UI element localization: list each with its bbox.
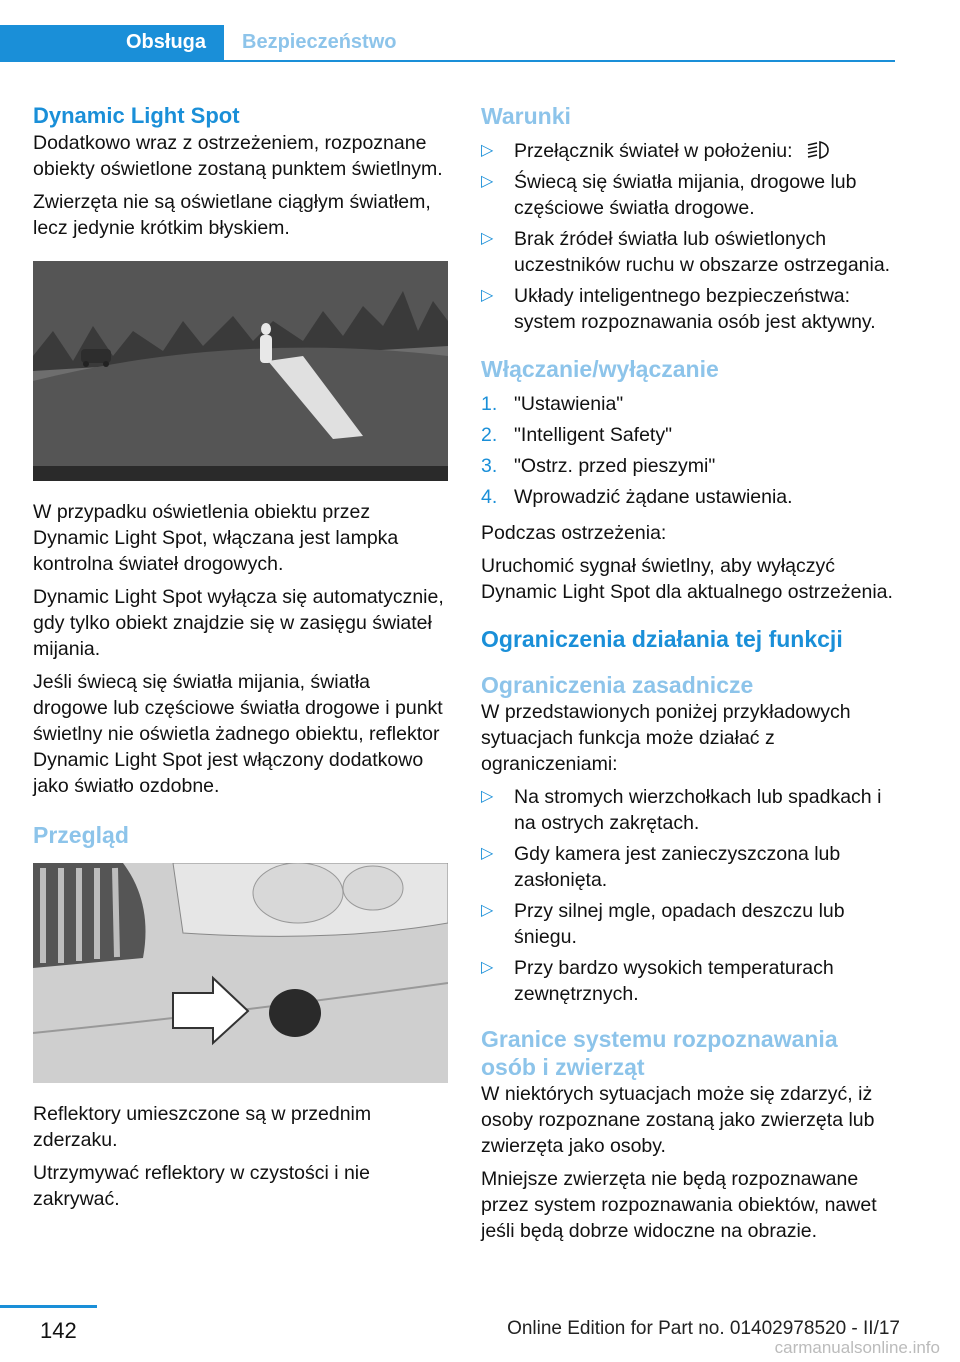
triangle-bullet-icon: ▷ xyxy=(481,788,494,805)
triangle-bullet-icon: ▷ xyxy=(481,230,494,247)
list-item: ▷ Brak źródeł światła lub oświetlonych uczestników ruchu w obszarze ostrzegania. xyxy=(481,228,891,276)
section-title-przeglad: Przegląd xyxy=(33,822,129,848)
section-title-ograniczenia-zasadnicze: Ograniczenia zasadnicze xyxy=(481,672,754,698)
triangle-bullet-icon: ▷ xyxy=(481,173,494,190)
bumper-image xyxy=(33,863,448,1083)
paragraph: Dodatkowo wraz z ostrzeżeniem, rozpoznane obiekty oświetlone zostaną punktem świetlnym. xyxy=(33,132,443,180)
limits-list xyxy=(481,784,896,1007)
tab-obsluga[interactable]: Obsługa xyxy=(0,25,224,60)
list-item: ▷ Gdy kamera jest zanieczyszczona lub zasłonięta. xyxy=(481,843,841,891)
header-tabbar xyxy=(0,25,895,62)
list-item: 2. "Intelligent Safety" xyxy=(481,424,673,446)
triangle-bullet-icon: ▷ xyxy=(481,902,494,919)
night-road-illustration xyxy=(33,261,448,481)
list-item: 1. "Ustawienia" xyxy=(481,393,624,415)
conditions-list xyxy=(481,138,896,335)
tab-bezpieczenstwo[interactable]: Bezpieczeństwo xyxy=(242,31,397,53)
list-item: ▷ Przełącznik świateł w położeniu: xyxy=(481,138,896,164)
paragraph: Reflektory umieszczone są w przednim zderzaku. xyxy=(33,1103,372,1151)
section-title-warunki: Warunki xyxy=(481,103,571,129)
paragraph: W niektórych sytuacjach może się zdarzyć, iż osoby rozpoznane zostaną jako zwierzęta lub zwierzęta jako osoby. xyxy=(481,1083,875,1157)
footer-accent-line xyxy=(0,1305,97,1308)
list-item: 3. "Ostrz. przed pieszymi" xyxy=(481,455,716,477)
triangle-bullet-icon: ▷ xyxy=(481,287,494,304)
paragraph: Zwierzęta nie są oświetlane ciągłym światłem, lecz jedynie krótkim błyskiem. xyxy=(33,191,431,239)
paragraph: Jeśli świecą się światła mijania, światła drogowe lub częściowe światła drogowe i punkt świetlny nie oświetla żadnego obiektu, reflektor Dynamic Light Spot jest włączony dodatkowo jako światło ozdobne. xyxy=(33,671,443,797)
paragraph: Mniejsze zwierzęta nie będą rozpoznawane przez system rozpoznawania obiektów, nawet jeśli będą dobrze widoczne na obrazie. xyxy=(481,1168,877,1242)
section-title-wlaczanie: Włączanie/wyłączanie xyxy=(481,356,719,382)
section-title-granice: Granice systemu rozpoznawania osób i zwierząt xyxy=(481,1026,838,1080)
steps-list xyxy=(481,391,896,510)
left-column xyxy=(33,102,448,1219)
paragraph: Dynamic Light Spot wyłącza się automatycznie, gdy tylko obiekt znajdzie się w zasięgu świateł mijania. xyxy=(33,586,444,660)
section-title-dynamic-light-spot: Dynamic Light Spot xyxy=(33,103,240,128)
triangle-bullet-icon: ▷ xyxy=(481,142,494,159)
list-item: 4. Wprowadzić żądane ustawienia. xyxy=(481,486,793,508)
bumper-illustration xyxy=(33,863,448,1083)
headlight-switch-icon xyxy=(806,140,830,160)
list-item: ▷ Układy inteligentnego bezpieczeństwa: system rozpoznawania osób jest aktywny. xyxy=(481,285,876,333)
edition-label: Online Edition for Part no. 01402978520 - II/17 xyxy=(507,1318,900,1339)
page-number: 142 xyxy=(40,1318,77,1343)
paragraph: Utrzymywać reflektory w czystości i nie zakrywać. xyxy=(33,1162,370,1210)
list-item: ▷ Świecą się światła mijania, drogowe lub częściowe światła drogowe. xyxy=(481,171,857,219)
watermark: carmanualsonline.info xyxy=(774,1338,940,1357)
triangle-bullet-icon: ▷ xyxy=(481,959,494,976)
night-road-image xyxy=(33,261,448,481)
paragraph: Uruchomić sygnał świetlny, aby wyłączyć Dynamic Light Spot dla aktualnego ostrzeżenia. xyxy=(481,555,893,603)
paragraph: Podczas ostrzeżenia: xyxy=(481,522,667,544)
list-item: ▷ Na stromych wierzchołkach lub spadkach i na ostrych zakrętach. xyxy=(481,786,882,834)
list-item: ▷ Przy silnej mgle, opadach deszczu lub śniegu. xyxy=(481,900,845,948)
right-column xyxy=(481,102,896,1251)
section-title-ograniczenia: Ograniczenia działania tej funkcji xyxy=(481,626,843,652)
triangle-bullet-icon: ▷ xyxy=(481,845,494,862)
paragraph: W przedstawionych poniżej przykładowych sytuacjach funkcja może działać z ograniczeniami: xyxy=(481,701,851,775)
paragraph: W przypadku oświetlenia obiektu przez Dynamic Light Spot, włączana jest lampka kontrolna świateł drogowych. xyxy=(33,501,399,575)
list-item: ▷ Przy bardzo wysokich temperaturach zewnętrznych. xyxy=(481,957,834,1005)
